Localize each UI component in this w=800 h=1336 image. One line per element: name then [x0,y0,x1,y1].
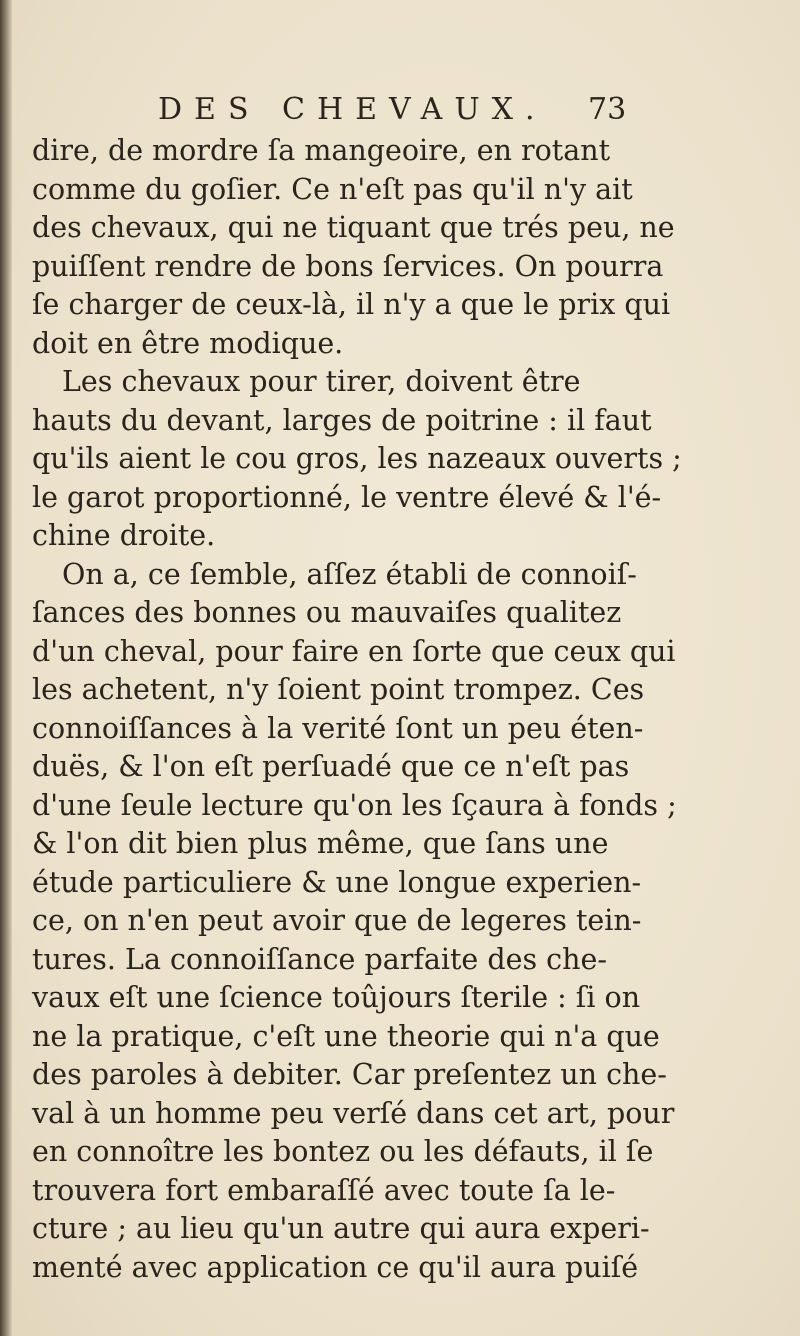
text-line: menté avec application ce qu'il aura puiſé [32,1250,639,1284]
text-line: les achetent, n'y ſoient point trompez. Ces [32,673,645,706]
text-line: d'une ſeule lecture qu'on les ſçaura à fonds ; [32,788,677,822]
text-line: connoiſſances à la verité ſont un peu éten- [32,711,644,745]
text-line: doit en être modique. [32,326,344,360]
text-line: comme du goſier. Ce n'eſt pas qu'il n'y ait [32,172,633,206]
text-line: vaux eſt une ſcience toûjours ſterile : ſi on [32,981,641,1014]
text-line: cture ; au lieu qu'un autre qui aura experi- [32,1212,650,1245]
text-line: chine droite. [32,519,216,552]
text-line: qu'ils aient le cou gros, les nazeaux ouverts ; [32,442,682,475]
body-text [32,132,682,1287]
text-line: des chevaux, qui ne tiquant que trés peu, ne [32,211,675,244]
running-head: DES CHEVAUX. [158,92,547,127]
text-line: dire, de mordre ſa mangeoire, en rotant [32,134,611,167]
paragraph-start-line: On a, ce ſemble, aſſez établi de connoiſ- [62,557,637,591]
text-line: val à un homme peu verſé dans cet art, pour [32,1096,675,1130]
text-line: des paroles à debiter. Car preſentez un che- [32,1058,667,1091]
text-line: hauts du devant, larges de poitrine : il faut [32,403,652,437]
text-line: ſe charger de ceux-là, il n'y a que le prix qui [32,288,671,321]
text-line: le garot proportionné, le ventre élevé & l'é- [32,480,662,514]
page-binding-edge [0,0,12,1336]
text-line: étude particuliere & une longue experien- [32,865,642,899]
text-line: puiſſent rendre de bons ſervices. On pourra [32,249,664,283]
text-line: & l'on dit bien plus même, que ſans une [32,827,609,860]
text-line: ce, on n'en peut avoir que de legeres tein- [32,904,642,937]
page-number: 73 [588,92,627,127]
text-line: d'un cheval, pour faire en ſorte que ceux qui [32,634,676,668]
text-line: tures. La connoiſſance parfaite des che- [32,942,607,976]
text-line: en connoître les bontez ou les défauts, il ſe [32,1135,654,1168]
text-line: ſances des bonnes ou mauvaiſes qualitez [32,596,622,629]
text-line: trouvera fort embaraſſé avec toute ſa le- [32,1173,616,1207]
text-line: ne la pratique, c'eſt une theorie qui n'a que [32,1019,660,1053]
paragraph-start-line: Les chevaux pour tirer, doivent être [62,365,581,398]
text-line: duës, & l'on eſt perſuadé que ce n'eſt pas [32,750,630,783]
